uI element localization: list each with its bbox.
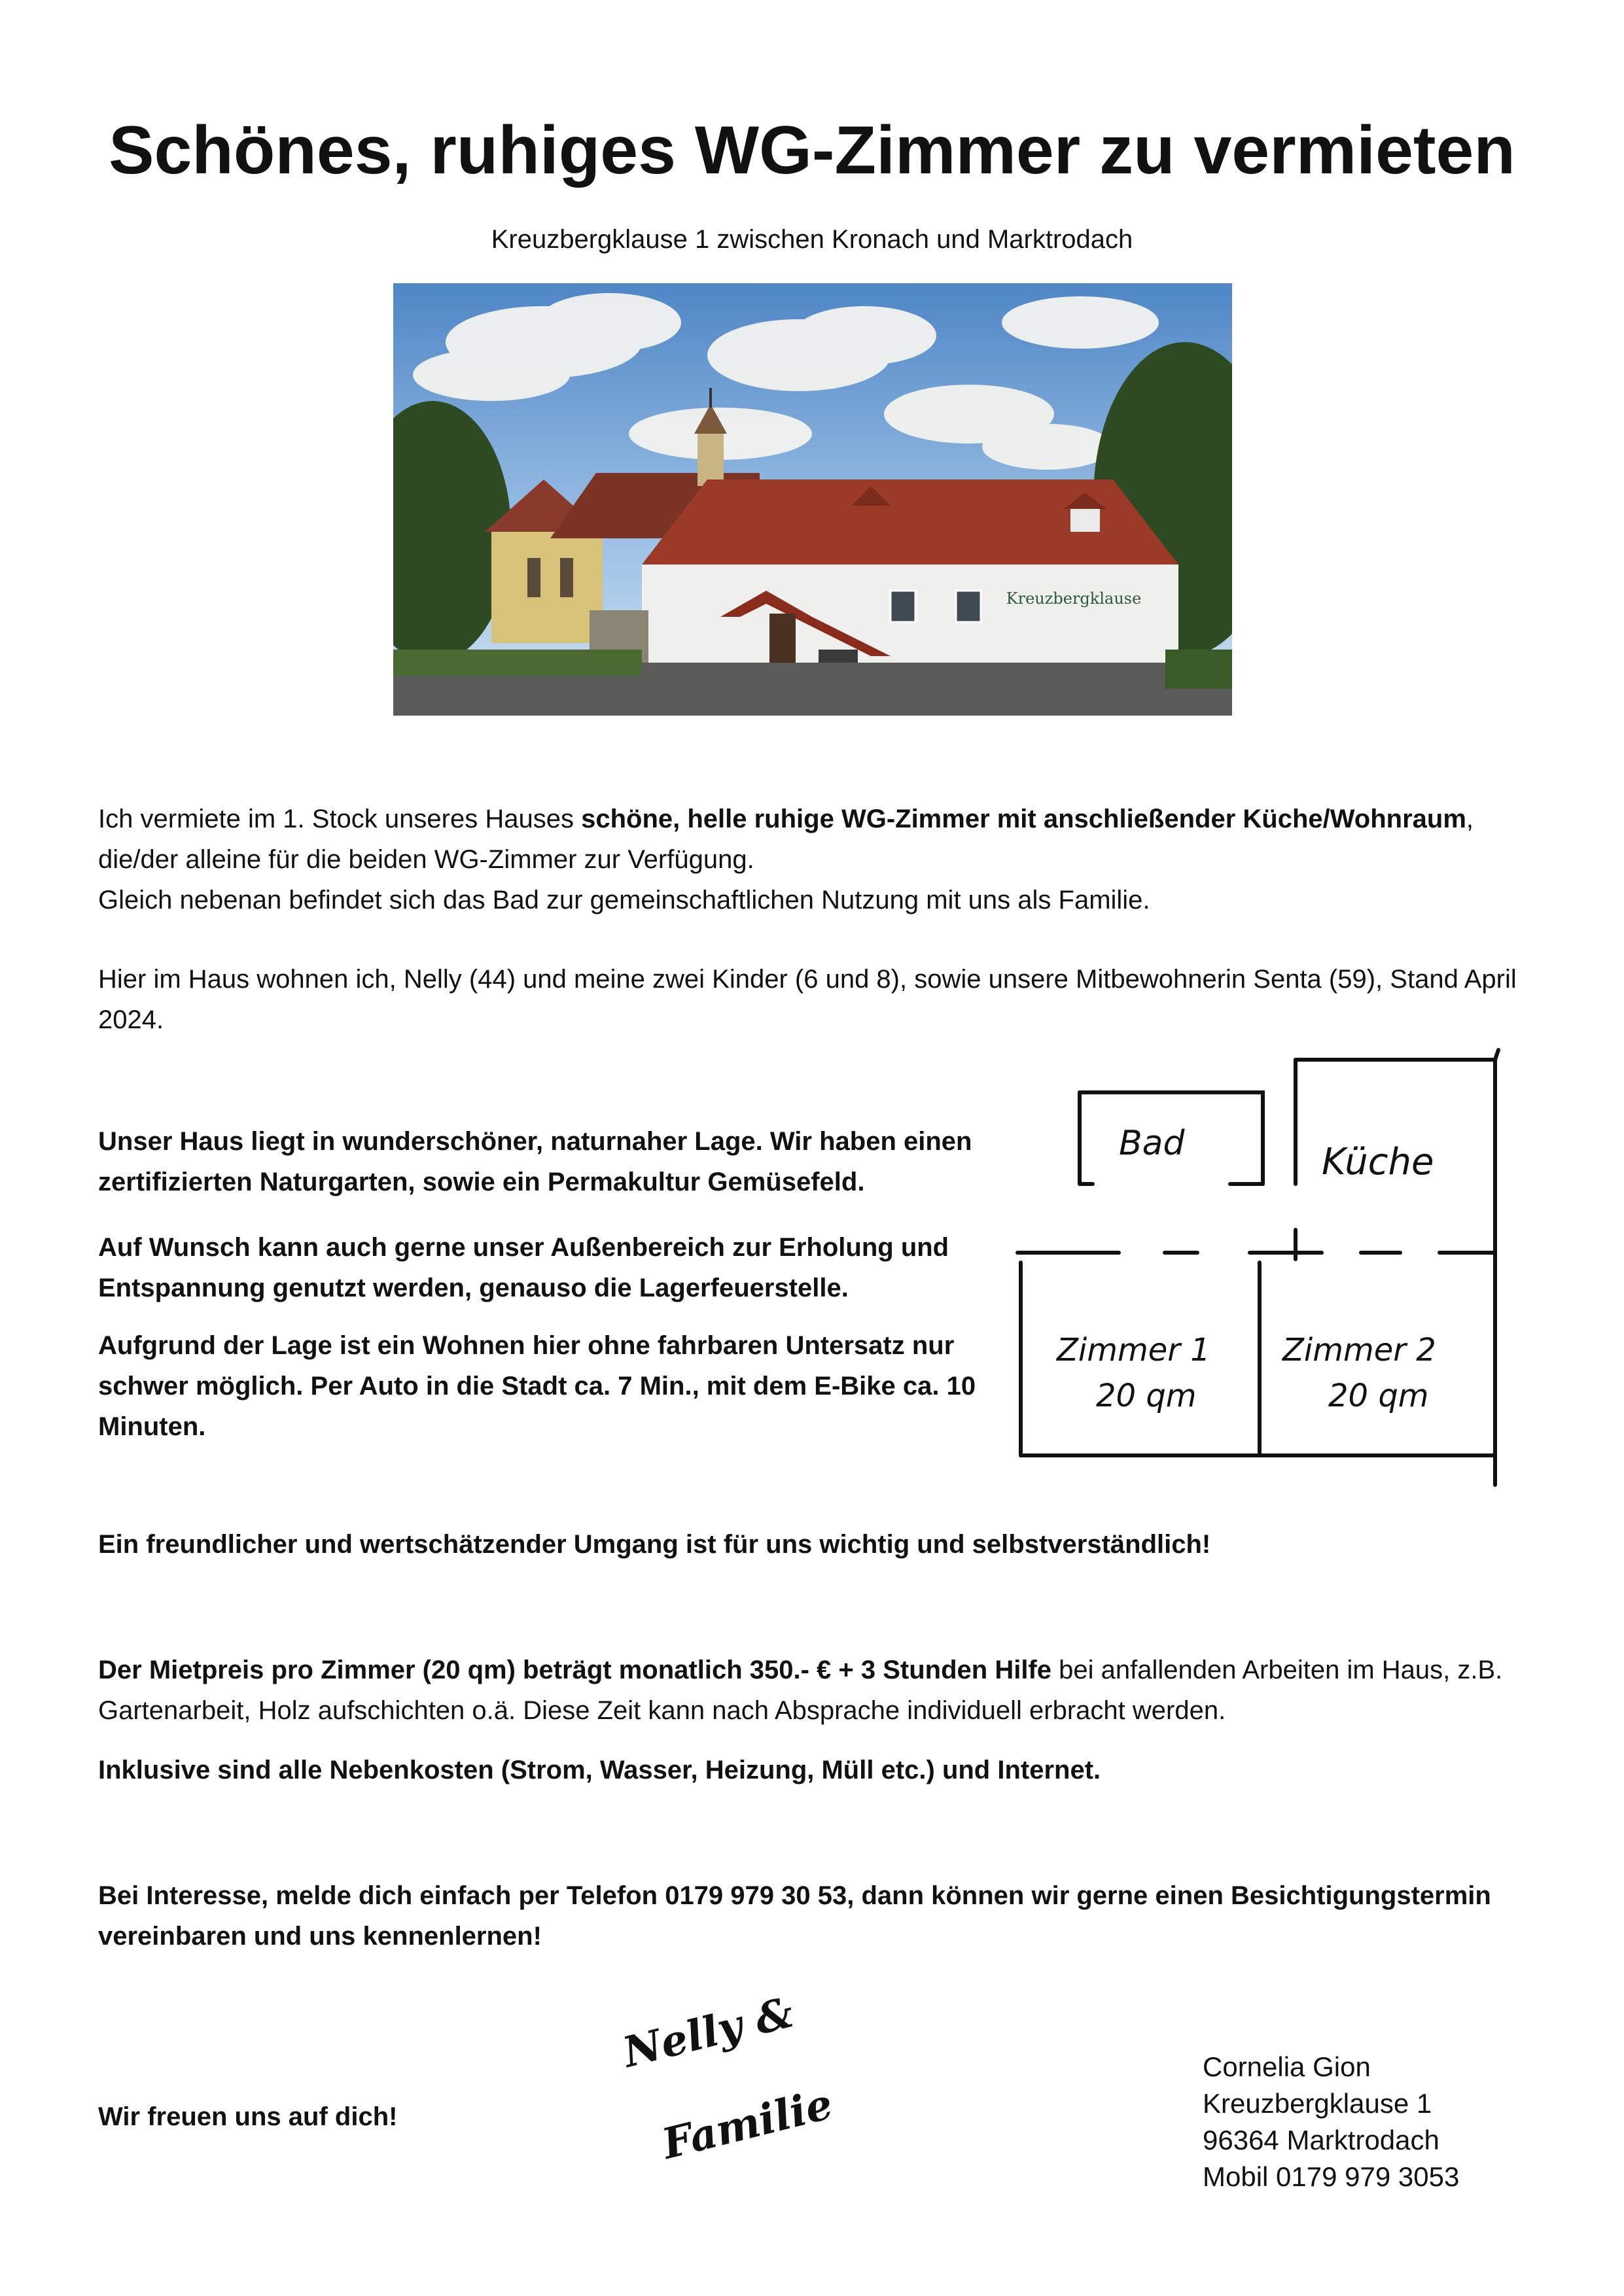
floor-plan [1008,1034,1531,1491]
rent-paragraph: Der Mietpreis pro Zimmer (20 qm) beträgt monatlich 350.- € + 3 Stunden Hilfe bei anfallenden Arbeiten im Haus, z.B. Gartenarbeit, Holz aufschichten o.ä. Diese Zeit kann nach Absprache individuell erbracht werden. [98,1656,1503,1725]
address-street: Kreuzbergklause 1 [1203,2088,1432,2119]
plan-label-zimmer2: Zimmer 2 [1282,1332,1436,1368]
inclusive-costs: Inklusive sind alle Nebenkosten (Strom, Wasser, Heizung, Müll etc.) und Internet. [98,1756,1101,1784]
photo-sign-text: Kreuzbergklause [1006,589,1142,608]
closing-line: Wir freuen uns auf dich! [98,2102,398,2131]
address-city: 96364 Marktrodach [1203,2125,1439,2155]
plan-label-zimmer1: Zimmer 1 [1057,1332,1210,1368]
plan-label-zimmer1-size: 20 qm [1096,1378,1197,1414]
plan-label-kueche: Küche [1322,1141,1434,1183]
signature [609,1988,838,2169]
signature-line1: Nelly & [618,1988,799,2078]
address-block [1203,2049,1595,2195]
plan-label-bad: Bad [1119,1124,1185,1163]
contact-call: Bei Interesse, melde dich einfach per Telefon 0179 979 30 53, dann können wir gerne einen Besichtigungstermin vereinbaren und uns kennenlernen! [98,1881,1491,1951]
house-photo [393,283,1232,716]
address-phone: Mobil 0179 979 3053 [1203,2161,1460,2192]
intro-paragraph: Ich vermiete im 1. Stock unseres Hauses schöne, helle ruhige WG-Zimmer mit anschließender Küche/Wohnraum, die/der alleine für die beiden WG-Zimmer zur Verfügung. Gleich nebenan befindet sich das Bad zur gemeinschaftlichen Nutzung mit uns als Familie. [98,805,1474,914]
feature-nature: Unser Haus liegt in wunderschöner, naturnaher Lage. Wir haben einen zertifizierten Naturgarten, sowie ein Permakultur Gemüsefeld. [98,1127,972,1196]
feature-location: Aufgrund der Lage ist ein Wohnen hier ohne fahrbaren Untersatz nur schwer möglich. Per Auto in die Stadt ca. 7 Min., mit dem E-Bike ca. 10 Minuten. [98,1331,976,1441]
address-name: Cornelia Gion [1203,2051,1371,2082]
signature-line2: Familie [657,2079,838,2169]
household-paragraph: Hier im Haus wohnen ich, Nelly (44) und meine zwei Kinder (6 und 8), sowie unsere Mitbewohnerin Senta (59), Stand April 2024. [98,965,1517,1034]
plan-label-zimmer2-size: 20 qm [1328,1378,1429,1414]
feature-outdoor: Auf Wunsch kann auch gerne unser Außenbereich zur Erholung und Entspannung genutzt werden, genauso die Lagerfeuerstelle. [98,1233,949,1302]
subtitle-location: Kreuzbergklause 1 zwischen Kronach und Marktrodach [491,225,1133,254]
page-title: Schönes, ruhiges WG-Zimmer zu vermieten [109,113,1515,188]
values-statement: Ein freundlicher und wertschätzender Umgang ist für uns wichtig und selbstverständlich! [98,1530,1211,1559]
